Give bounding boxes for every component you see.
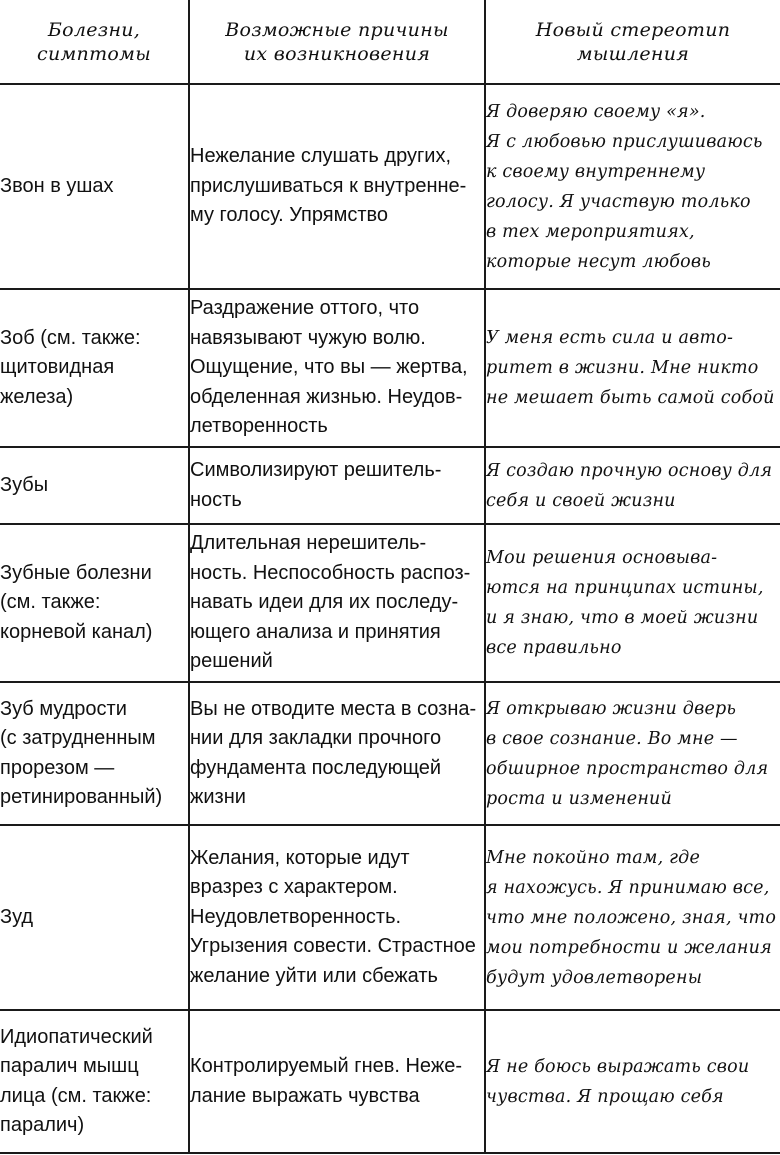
cell-line: Мне покойно там, где — [486, 847, 701, 868]
cell-line: мои потребности и желания — [486, 937, 772, 958]
cell-line: У меня есть сила и авто- — [486, 328, 734, 348]
table-row — [0, 1010, 780, 1153]
header-line: Возможные причины — [225, 18, 449, 41]
cell-line: голосу. Я участвую только — [486, 191, 751, 212]
cell-line: вразрез с характером. — [190, 876, 398, 899]
cell-line: ретинированный) — [0, 786, 163, 808]
cell-line: навать идеи для их последу- — [190, 591, 459, 614]
cell-line: лица (см. также: — [0, 1084, 152, 1107]
cell-line: Я не боюсь выражать свои — [486, 1056, 750, 1077]
symptom-cell — [0, 682, 189, 825]
cause-cell — [189, 1010, 485, 1153]
cell-line: Я с любовью прислушиваюсь — [486, 131, 763, 152]
cell-line: обширное пространство для — [486, 758, 769, 779]
cell-line: будут удовлетворены — [486, 967, 703, 988]
header-line: их возникновения — [243, 42, 431, 65]
cell-line: ющего анализа и принятия — [190, 620, 441, 643]
cell-line: и я знаю, что в моей жизни — [486, 608, 759, 628]
cell-line: навязывают чужую волю. — [190, 326, 426, 349]
cell-line: корневой канал) — [0, 620, 153, 643]
cell-line: что мне положено, зная, что — [486, 907, 777, 928]
cell-line: обделенная жизнью. Неудов- — [190, 385, 463, 408]
cell-line: ность — [190, 488, 242, 511]
cell-line: щитовидная — [0, 356, 115, 379]
cell-line: Я создаю прочную основу для — [486, 460, 773, 481]
symptom-cell — [0, 84, 189, 289]
cell-line: летворенность — [190, 415, 328, 438]
cell-line: фундамента последующей — [190, 756, 442, 779]
cell-line: жизни — [190, 786, 246, 808]
cell-line: Зуб мудрости — [0, 697, 127, 720]
cell-line: Зоб (см. также: — [0, 326, 141, 349]
cell-line: Я доверяю своему «я». — [486, 101, 706, 122]
cell-line: не мешает быть самой собой — [486, 388, 775, 408]
cell-line: прислушиваться к внутренне- — [190, 174, 467, 197]
cell-line: роста и изменений — [486, 788, 672, 809]
cell-line: Идиопатический — [0, 1025, 153, 1048]
header-line: Новый стереотип — [535, 18, 731, 41]
cause-cell — [189, 289, 485, 447]
cell-line: Ощущение, что вы — жертва, — [190, 356, 468, 379]
cell-line: Символизируют решитель- — [190, 459, 442, 481]
cell-line: ритет в жизни. Мне никто — [486, 358, 759, 378]
cell-line: в свое сознание. Во мне — — [486, 728, 738, 749]
cell-line: Желания, которые идут — [190, 846, 410, 869]
header-line: симптомы — [37, 42, 151, 65]
cell-line: паралич) — [0, 1114, 85, 1136]
cell-line: паралич мышц — [0, 1055, 139, 1077]
cause-cell — [189, 682, 485, 825]
symptom-cell — [0, 524, 189, 682]
cell-line: Нежелание слушать других, — [190, 145, 451, 168]
cell-line: железа) — [0, 385, 74, 408]
cause-cell — [189, 84, 485, 289]
cell-line: Я открываю жизни дверь — [486, 698, 737, 719]
symptom-cell — [0, 289, 189, 447]
header-causes — [189, 0, 485, 84]
stereotype-cell — [485, 289, 780, 447]
cell-line: ются на принципах истины, — [486, 578, 764, 598]
cell-line: Длительная нерешитель- — [190, 532, 427, 555]
cause-cell — [189, 825, 485, 1010]
stereotype-cell — [485, 1010, 780, 1153]
cell-line: (с затрудненным — [0, 727, 156, 749]
stereotype-cell — [485, 682, 780, 825]
cell-line: чувства. Я прощаю себя — [486, 1086, 724, 1107]
header-new-stereotype — [485, 0, 780, 84]
cell-line: прорезом — — [0, 756, 115, 779]
cell-line: в тех мероприятиях, — [486, 221, 695, 242]
table-row — [0, 682, 780, 825]
table-row — [0, 447, 780, 524]
stereotype-cell — [485, 84, 780, 289]
cell-line: му голосу. Упрямство — [190, 204, 388, 227]
cell-line: ность. Неспособность распоз- — [190, 561, 471, 584]
table-row — [0, 524, 780, 682]
cell-line: лание выражать чувства — [190, 1084, 420, 1107]
header-line: мышления — [576, 42, 690, 65]
header-row — [0, 0, 780, 84]
cell-line: себя и своей жизни — [486, 490, 676, 511]
table-row — [0, 84, 780, 289]
stereotype-cell — [485, 524, 780, 682]
cell-line: Зубы — [0, 473, 49, 496]
cell-line: решений — [190, 650, 273, 673]
symptom-cell — [0, 825, 189, 1010]
header-line: Болезни, — [47, 18, 141, 41]
cell-line: Контролируемый гнев. Неже- — [190, 1055, 462, 1077]
cell-line: Зуд — [0, 905, 34, 928]
symptom-cell — [0, 447, 189, 524]
cell-line: Неудовлетворенность. — [190, 905, 402, 928]
cell-line: Вы не отводите места в созна- — [190, 697, 477, 720]
cell-line: которые несут любовь — [486, 251, 711, 272]
cell-line: к своему внутреннему — [486, 161, 706, 182]
stereotype-cell — [485, 825, 780, 1010]
cause-cell — [189, 524, 485, 682]
header-symptoms — [0, 0, 189, 84]
cell-line: нии для закладки прочного — [190, 727, 442, 749]
cell-line: (см. также: — [0, 591, 101, 614]
cell-line: желание уйти или сбежать — [190, 964, 438, 987]
cell-line: я нахожусь. Я принимаю все, — [486, 877, 770, 898]
cell-line: Зубные болезни — [0, 561, 152, 584]
table-row — [0, 289, 780, 447]
cell-line: Звон в ушах — [0, 174, 114, 197]
symptom-cell — [0, 1010, 189, 1153]
table-row — [0, 825, 780, 1010]
cell-line: Угрызения совести. Страстное — [190, 935, 476, 958]
cell-line: Мои решения основыва- — [486, 548, 718, 568]
stereotype-cell — [485, 447, 780, 524]
cell-line: Раздражение оттого, что — [190, 297, 420, 320]
cause-cell — [189, 447, 485, 524]
cell-line: все правильно — [486, 638, 622, 658]
